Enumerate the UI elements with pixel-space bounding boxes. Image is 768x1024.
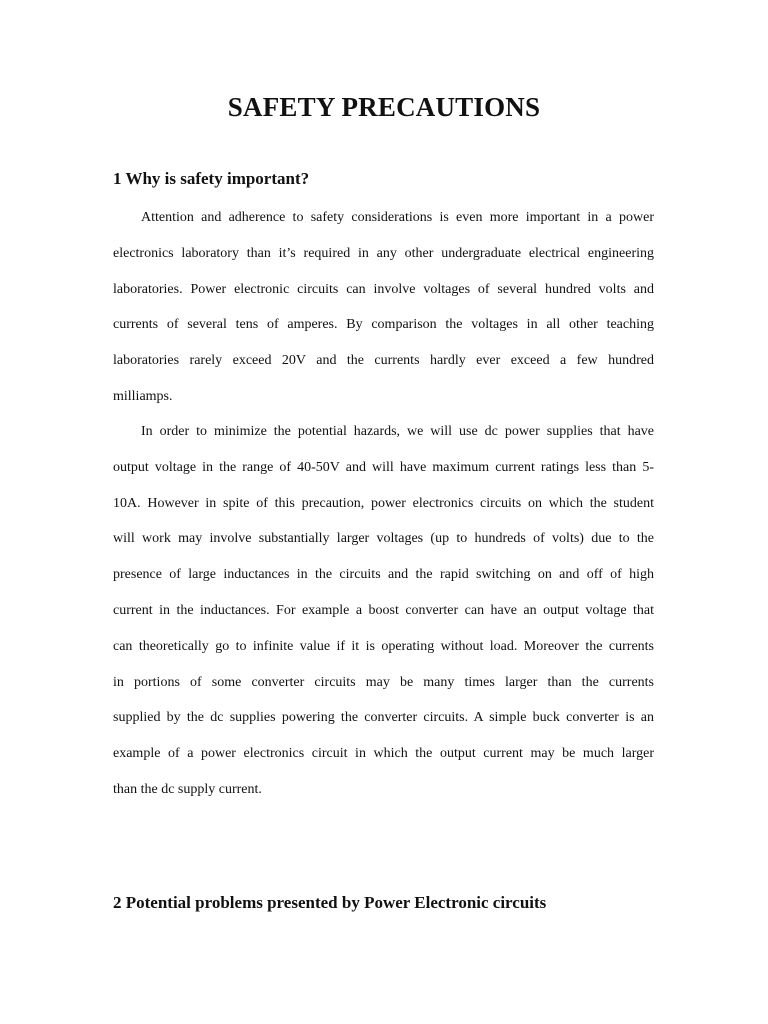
text-line: can theoretically go to infinite value if it is operating without load. Moreover the currents xyxy=(113,638,654,654)
text-line: In order to minimize the potential hazards, we will use dc power supplies that have xyxy=(141,424,654,439)
text-line: supplied by the dc supplies powering the converter circuits. A simple buck converter is an xyxy=(113,710,654,726)
text-line: currents of several tens of amperes. By comparison the voltages in all other teaching xyxy=(113,317,654,333)
text-line: 10A. However in spite of this precaution, power electronics circuits on which the student xyxy=(113,495,654,511)
section-heading-potential-problems: 2 Potential problems presented by Power Electronic circuits xyxy=(113,893,547,912)
text-line: presence of large inductances in the circuits and the rapid switching on and off of high xyxy=(113,567,654,583)
text-line: in portions of some converter circuits may be many times larger than the currents xyxy=(113,674,654,690)
page-title: SAFETY PRECAUTIONS xyxy=(227,92,541,122)
text-line: than the dc supply current. xyxy=(113,781,262,797)
text-line: output voltage in the range of 40-50V and will have maximum current ratings less than 5- xyxy=(113,459,654,475)
text-line: electronics laboratory than it’s required in any other undergraduate electrical engineering xyxy=(113,245,654,261)
text-line: milliamps. xyxy=(113,388,173,404)
text-line: laboratories rarely exceed 20V and the currents hardly ever exceed a few hundred xyxy=(113,353,654,369)
text-line: will work may involve substantially larger voltages (up to hundreds of volts) due to the xyxy=(113,531,654,547)
section-heading-why-safety: 1 Why is safety important? xyxy=(113,169,310,188)
text-line: laboratories. Power electronic circuits can involve voltages of several hundred volts and xyxy=(113,281,654,297)
paragraph-safety-importance xyxy=(113,200,654,415)
text-line: example of a power electronics circuit in which the output current may be much larger xyxy=(113,746,654,762)
text-line: current in the inductances. For example a boost converter can have an output voltage that xyxy=(113,602,654,618)
paragraph-hazard-minimization xyxy=(113,414,654,808)
text-line: Attention and adherence to safety considerations is even more important in a power xyxy=(141,210,654,225)
